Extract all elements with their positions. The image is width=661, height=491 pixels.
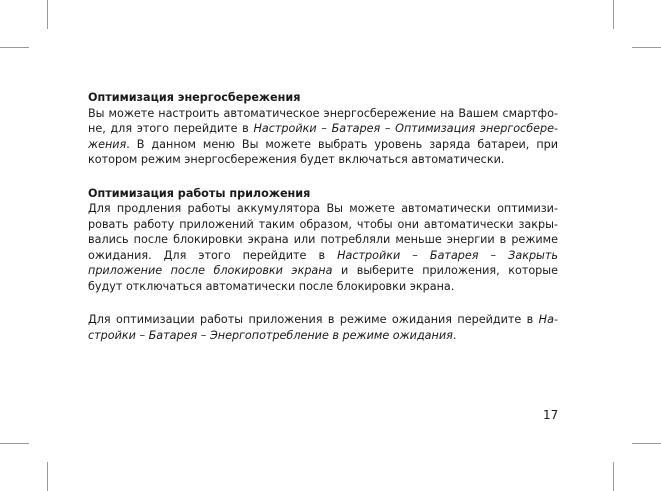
crop-mark-top-right bbox=[613, 0, 614, 29]
settings-path-text: Настройки – Батарея – Оптимизация энергосбережения bbox=[88, 122, 559, 151]
section-app-optimization bbox=[88, 186, 558, 295]
section-paragraph bbox=[88, 106, 558, 168]
settings-path-text: Настройки – Батарея – Закрыть приложение после блокировки экрана bbox=[88, 248, 558, 277]
paragraph-text: Для оптимизации работы приложения в режиме ожидания перейдите в bbox=[88, 313, 539, 326]
crop-mark-right-top bbox=[632, 47, 661, 48]
crop-mark-bottom-right bbox=[613, 462, 614, 491]
page-content bbox=[88, 90, 558, 343]
paragraph-text: Вы можете настроить автоматическое энергосбережение на Вашем смартфоне, для этого перейдите в bbox=[88, 106, 558, 135]
paragraph-text: Для продления работы аккумулятора Вы можете автоматически оптимизировать работу приложений таким образом, чтобы они автоматически закрывались после блокировки экрана или потребляли меньше энергии в режиме ожидания. Для этого перейдите в bbox=[88, 202, 558, 262]
section-paragraph bbox=[88, 312, 558, 343]
crop-mark-right-bottom bbox=[632, 443, 661, 444]
crop-mark-bottom-left bbox=[47, 462, 48, 491]
paragraph-text: . bbox=[452, 328, 457, 342]
crop-mark-top-left bbox=[47, 0, 48, 29]
crop-mark-left-bottom bbox=[0, 443, 29, 444]
paragraph-text: и выберите приложения, которые будут отключаться автоматически после блокировки экрана. bbox=[88, 264, 559, 293]
section-paragraph bbox=[88, 201, 558, 294]
crop-mark-left-top bbox=[0, 47, 29, 48]
page-number: 17 bbox=[543, 408, 559, 422]
section-standby-optimization bbox=[88, 312, 558, 343]
section-power-saving bbox=[88, 90, 558, 168]
paragraph-text: . В данном меню Вы можете выбрать уровень заряда батареи, при котором режим энергосбережения будет включаться автоматически. bbox=[88, 137, 558, 166]
section-heading: Оптимизация работы приложения bbox=[88, 186, 311, 200]
section-heading: Оптимизация энергосбережения bbox=[88, 91, 301, 104]
settings-path-text: Настройки – Батарея – Энергопотребление в режиме ожидания bbox=[88, 313, 558, 342]
